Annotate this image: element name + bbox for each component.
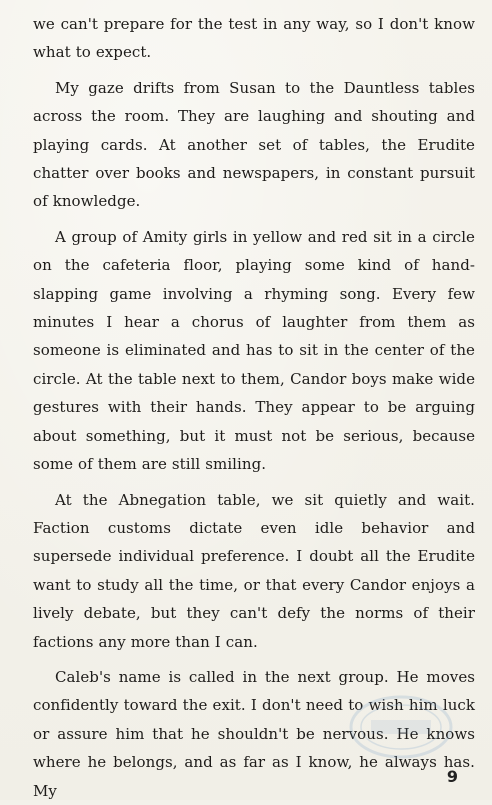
watermark-stamp-icon <box>346 692 456 762</box>
paragraph-4: At the Abnegation table, we sit quietly and wait. Faction customs dictate even idle behavior and supersede individual preference. I doubt all the Erudite want to study all the time, or that every Candor enjoys a lively debate, but they can't defy the norms of their factions any more than I can. <box>33 490 475 651</box>
paragraph-1: we can't prepare for the test in any way, so I don't know what to expect. <box>33 15 475 62</box>
page-text <box>33 10 475 805</box>
page-number: 9 <box>446 767 458 786</box>
paragraph-2: My gaze drifts from Susan to the Dauntless tables across the room. They are laughing and shouting and playing cards. At another set of tables, the Erudite chatter over books and newspapers, in constant pursuit of knowledge. <box>33 78 475 211</box>
paragraph-3: A group of Amity girls in yellow and red sit in a circle on the cafeteria floor, playing some kind of hand-slapping game involving a rhyming song. Every few minutes I hear a chorus of laughter from them as someone is eliminated and has to sit in the center of the circle. At the table next to them, Candor boys make wide gestures with their hands. They appear to be arguing about something, but it must not be serious, because some of them are still smiling. <box>33 227 475 474</box>
paragraph-5: Caleb's name is called in the next group. He moves confidently toward the exit. I don't need to wish him luck or assure him that he shouldn't be nervous. He knows where he belongs, and as far as I know, he always has. My <box>33 667 475 800</box>
